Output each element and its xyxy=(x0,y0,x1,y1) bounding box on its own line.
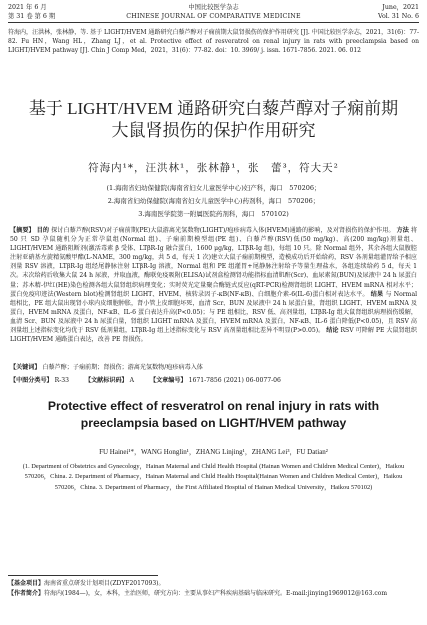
keywords-cn xyxy=(10,363,417,372)
citation: 符海内，汪洪林，张林静，等. 基于 LIGHT/HVEM 通路研究白藜芦醇对子痫前期大鼠肾损伤的保护作用研究 [J]. 中国比较医学杂志，2021，31(6)：77-82. Fu HN，Wang HL，Zhang LJ，et al. Protective effect of resveratrol on renal injury in rats with preeclampsia based on LIGHT/HVEM pathway [J]. Chin J Comp Med，2021，31(6)：77-82. doi：10. 3969/ j. issn. 1671-7856. 2021. 06. 012 xyxy=(8,29,419,54)
affiliation-cn-3: 3.海南医学院第一附属医院药剂科，海口 570102) xyxy=(138,210,289,218)
article-number-label: 【文章编号】 xyxy=(150,377,187,384)
title-cn xyxy=(0,98,427,142)
article-number-value: 1671-7856 (2021) 06-0077-06 xyxy=(188,377,281,384)
methods-text: 将 50 只 SD 孕鼠随机分为正常孕鼠组(Normal 组)、子痫前期模型组(PE 组)、白藜芦醇(RSV)低(50 mg/kg)、高(200 mg/kg)剂量组、LIGHT/HVEM 通路阻断剂(激活毒素 β 受体、LTβR-Ig 融合蛋白，1600 μg/kg，LTβR-Ig 组)，每组 10 只。除 Normal 组外，其余各组大鼠腹腔注射亚硝基左旋精氨酸甲酯(L-NAME，300 mg/kg，共 5 d，每天 1 次)建立大鼠子痫前期模型，造模成功后开始给药，RSV 各剂量组灌胃给予相应剂量 RSV 溶液，LTβR-Ig 组经尾静脉注射 LTβR-Ig 溶液，Normal 组和 PE 组灌胃+尾静脉注射给予等量生理盐水，各组连续给药 5 d，每天 1 次。末次给药后收集大鼠 24 h 尿液，并取血液，酶联免疫吸附(ELISA)试剂盒检测肾功能指标血清肌酐(Scr)、血尿素氮(BUN)及尿液中 24 h 尿蛋白量；苏木精-伊红(HE)染色检测各组大鼠肾组织病理变化；实时荧光定量聚合酶链式反应(qRT-PCR)检测肾组织 LIGHT、HVEM mRNA 相对水平；蛋白免疫印迹法(Western blot)检测肾组织 LIGHT、HVEM、核转录因子-κB(NF-κB)、白细胞介素-6(IL-6)蛋白相对表达水平。 xyxy=(10,227,418,298)
header-issue-cn: 第 31 卷 第 6 期 xyxy=(8,13,56,20)
classification-line xyxy=(10,376,417,385)
fund-label: 【基金项目】 xyxy=(8,580,45,587)
header-date-en: June，2021 xyxy=(382,4,419,11)
title-cn-line1: 基于 LIGHT/HVEM 通路研究白藜芦醇对子痫前期 xyxy=(28,99,399,118)
methods-label: 方法 xyxy=(396,227,409,234)
fund-note xyxy=(8,579,419,589)
affiliation-cn-2: 2.海南省妇幼保健院(海南省妇女儿童医学中心)药剂科，海口 570206； xyxy=(107,197,320,205)
header-rule xyxy=(8,22,419,23)
doc-code-label: 【文献标识码】 xyxy=(85,377,128,384)
results-text: 与 Normal 组相比，PE 组大鼠出现肾小球内皮细胞肿胀，肾小管上皮细胞坏死，血清 Scr、BUN 及尿液中 24 h 尿蛋白量，肾组织 LIGHT、HVEM mRNA 及蛋白，HVEM mRNA 及蛋白，NF-κB、IL-6 蛋白表达升高(P<0.05)；与 PE 组相比，RSV 低、高剂量组，LTβR-Ig 组大鼠肾组织病理损伤缓解，血清 Scr、BUN 及尿液中 24 h 尿蛋白量，肾组织 LIGHT mRNA 及蛋白，HVEM mRNA 及蛋白，NF-κB、IL-6 蛋白降低(P<0.05)，且 RSV 高剂量组上述指标变化均优于 RSV 低剂量组，LTβR-Ig 组上述指标变化与 RSV 高剂量组相比差异不明显(P>0.05)。 xyxy=(10,290,418,335)
abstract-label: 【摘要】 xyxy=(10,227,35,234)
doc-group xyxy=(85,377,134,384)
keywords-label: 【关键词】 xyxy=(10,364,41,371)
clc-value: R-33 xyxy=(54,377,70,384)
title-en xyxy=(0,398,427,432)
affiliation-cn-1: (1.海南省妇幼保健院(海南省妇女儿童医学中心)妇产科，海口 570206； xyxy=(106,184,321,192)
abstract-cn xyxy=(10,226,417,344)
header-journal-en: CHINESE JOURNAL OF COMPARATIVE MEDICINE xyxy=(126,13,301,20)
fund-text: 海南省重点研发计划项目(ZDYF2017093)。 xyxy=(44,580,165,587)
author-bio-label: 【作者简介】 xyxy=(8,590,45,597)
running-header xyxy=(8,4,419,30)
footnote-rule xyxy=(8,575,158,576)
doc-code-value: A xyxy=(129,377,135,384)
article-group xyxy=(150,377,281,384)
header-date-cn: 2021 年 6 月 xyxy=(8,4,47,11)
conclusion-text: RSV 可降解 PE 大鼠肾组织 LIGHT/HVEM 通路蛋白表达，改善 PE 肾损伤。 xyxy=(10,327,418,344)
results-label: 结果 xyxy=(370,290,384,298)
affiliations-cn xyxy=(0,182,427,221)
authors-cn: 符海内¹*，汪洪林¹，张林静¹，张 蕾³，符大天² xyxy=(88,162,339,174)
header-journal-cn: 中国比较医学杂志 xyxy=(188,4,239,11)
clc-label: 【中图分类号】 xyxy=(10,377,53,384)
header-issue-en: Vol. 31 No. 6 xyxy=(378,13,419,20)
title-en-line1: Protective effect of resveratrol on renal injury in rats with xyxy=(47,399,380,413)
objective-label: 目的 xyxy=(36,227,50,234)
affiliations-en: (1. Department of Obstetrics and Gynecology，Hainan Maternal and Child Health Hospital (Hainan Women and Children Medical Center)，Haikou 570206，China. 2. Department of Pharmacy，Hainan Maternal and Child Health Hospital(Hainan Women and Children Medical Center)，Haikou 570206，China. 3. Department of Pharmacy，the First Affiliated Hospital of Hainan Medical University，Haikou 570102) xyxy=(22,463,405,491)
title-cn-line2: 大鼠肾损伤的保护作用研究 xyxy=(111,121,316,140)
conclusion-label: 结论 xyxy=(326,327,339,335)
objective-text: 探讨白藜芦醇(RSV)对子痫前期(PE)大鼠游离光氢数物(LIGHT)/疱疹病毒入体(HVEM)通路的影响，及对肾损伤的保护作用。 xyxy=(51,227,395,234)
author-note xyxy=(8,589,419,599)
clc-group xyxy=(10,377,69,384)
footnotes xyxy=(8,579,419,599)
keywords-text: 白藜芦醇；子痫前期；肾损伤；游离光氢数物/疱疹病毒入体 xyxy=(42,364,203,371)
authors-en: FU Hainei¹*，WANG Honglin¹，ZHANG Linjing¹，ZHANG Lei³，FU Datian² xyxy=(99,448,328,456)
title-en-line2: preeclampsia based on LIGHT/HVEM pathway xyxy=(80,416,347,430)
author-bio-text: 符海内(1984—)，女，本科，主治医师，研究方向：主要从事妇产科疾病基础与临床研究。E-mail:jinying1969012@163.com xyxy=(44,590,388,597)
